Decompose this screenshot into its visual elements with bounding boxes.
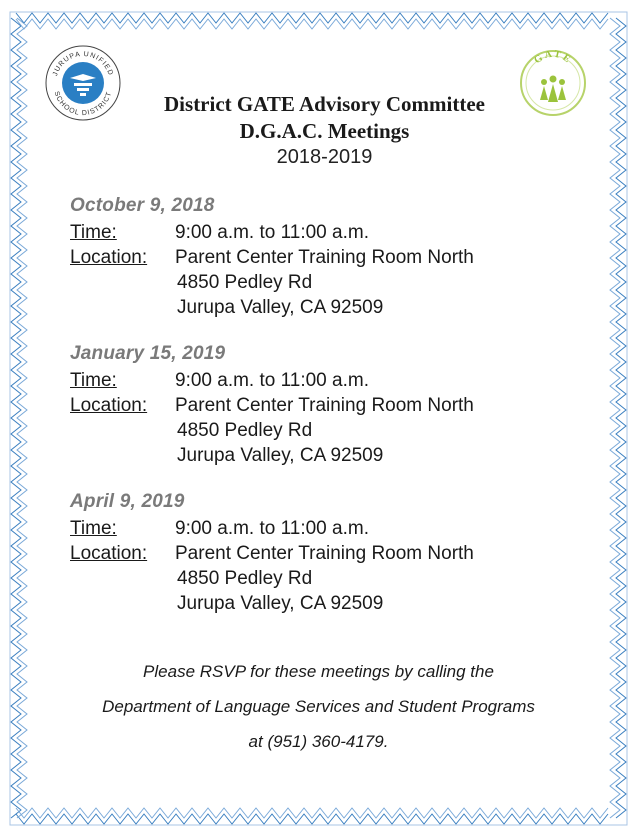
rsvp-line2: Department of Language Services and Student Programs	[102, 697, 535, 716]
location-label: Location:	[70, 247, 148, 268]
logo-top-text: JURUPA UNIFIED	[52, 50, 115, 78]
meeting-location: Parent Center Training Room North	[175, 247, 474, 268]
document-subtitle: D.G.A.C. Meetings	[239, 119, 410, 143]
address-line1: 4850 Pedley Rd	[177, 420, 313, 441]
location-label: Location:	[70, 395, 148, 416]
gate-logo-text: GATE	[532, 48, 574, 67]
school-year: 2018-2019	[276, 146, 373, 168]
meeting-time: 9:00 a.m. to 11:00 a.m.	[175, 222, 369, 243]
address-line1: 4850 Pedley Rd	[177, 568, 313, 589]
meeting-block	[70, 491, 590, 616]
meeting-location: Parent Center Training Room North	[175, 543, 474, 564]
time-label: Time:	[70, 518, 117, 539]
rsvp-line3: at (951) 360-4179.	[248, 732, 389, 751]
meeting-block	[70, 195, 590, 320]
meeting-date: January 15, 2019	[70, 343, 226, 364]
time-label: Time:	[70, 222, 117, 243]
address-line2: Jurupa Valley, CA 92509	[177, 445, 384, 466]
logo-bottom-text: SCHOOL DISTRICT	[52, 90, 114, 118]
meeting-date: October 9, 2018	[70, 195, 215, 216]
location-label: Location:	[70, 543, 148, 564]
rsvp-line1: Please RSVP for these meetings by calling the	[143, 662, 494, 681]
document-title: District GATE Advisory Committee	[164, 92, 485, 116]
meeting-date: April 9, 2019	[70, 491, 185, 512]
time-label: Time:	[70, 370, 117, 391]
meeting-block	[70, 343, 590, 468]
meeting-location: Parent Center Training Room North	[175, 395, 474, 416]
address-line1: 4850 Pedley Rd	[177, 272, 313, 293]
address-line2: Jurupa Valley, CA 92509	[177, 297, 384, 318]
meeting-time: 9:00 a.m. to 11:00 a.m.	[175, 370, 369, 391]
address-line2: Jurupa Valley, CA 92509	[177, 593, 384, 614]
meeting-time: 9:00 a.m. to 11:00 a.m.	[175, 518, 369, 539]
